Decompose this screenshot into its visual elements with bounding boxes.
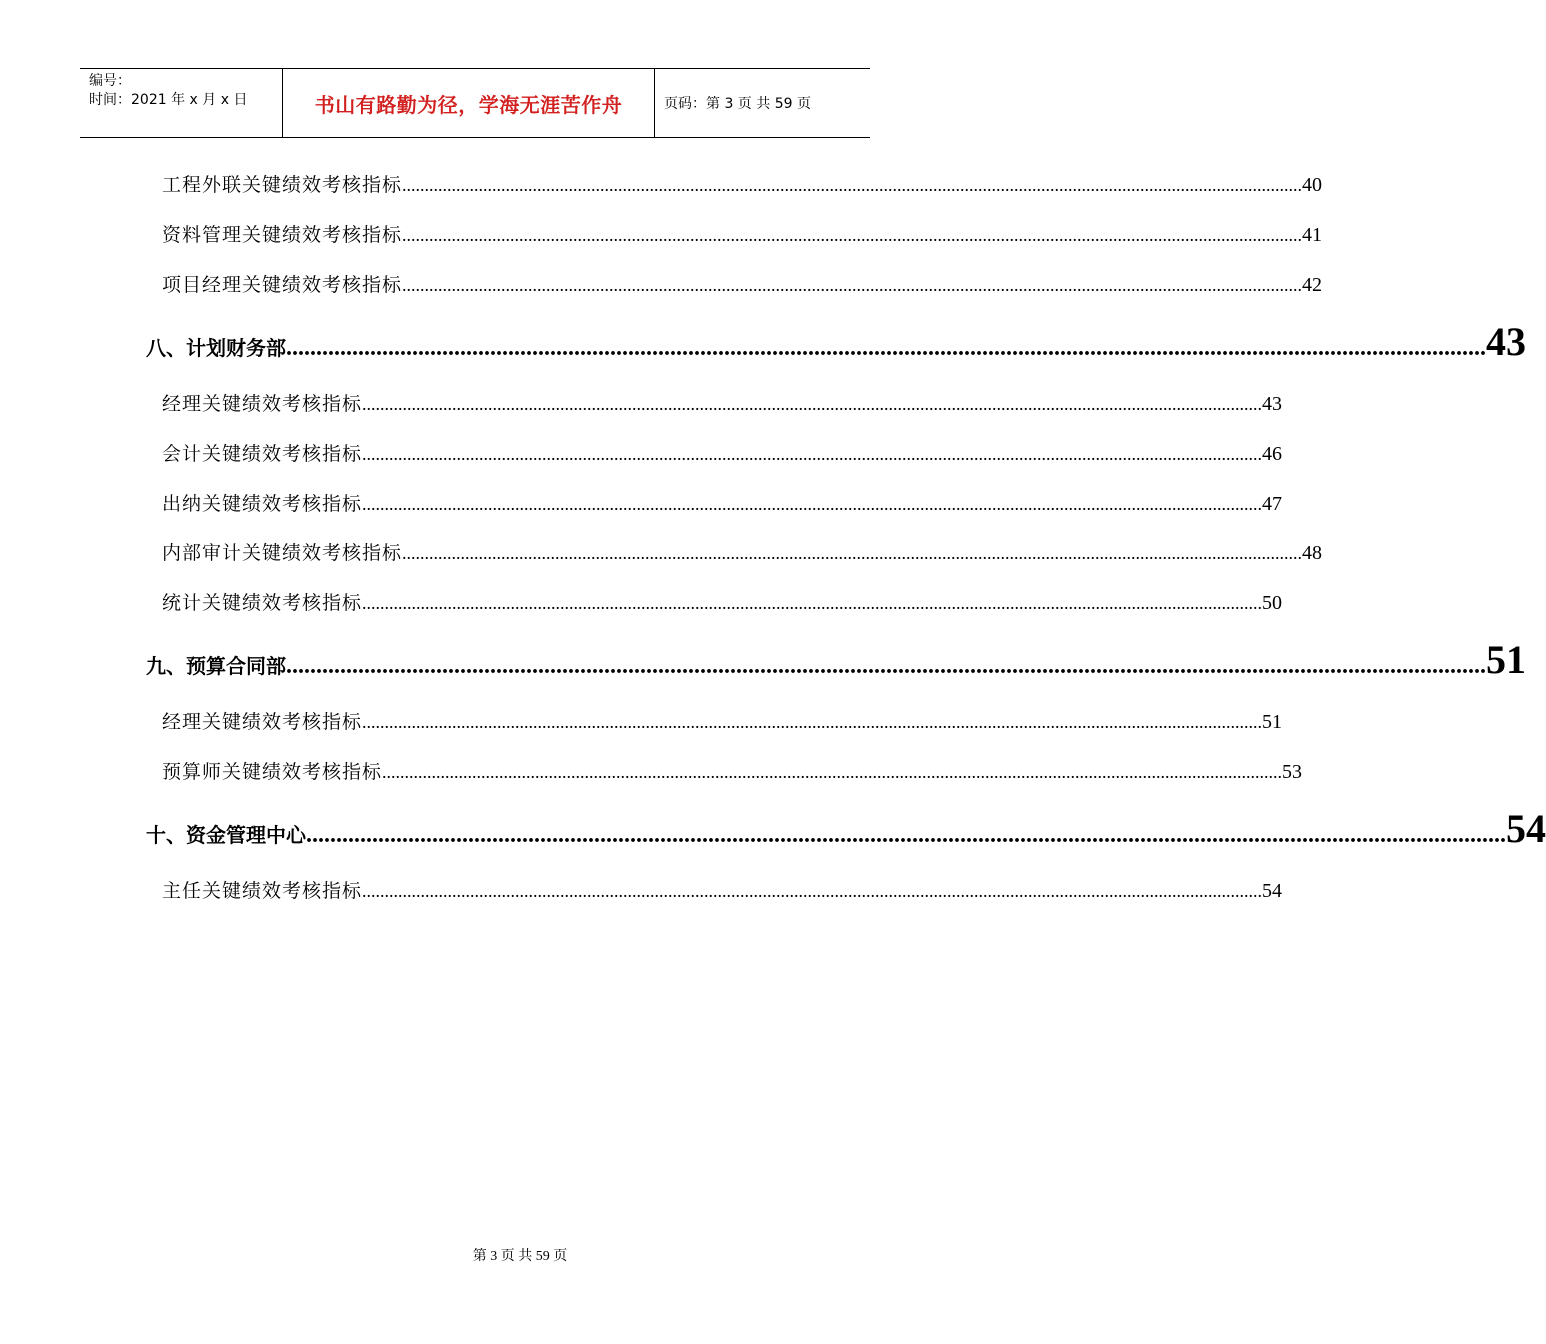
toc-entry-page: 41	[1302, 224, 1323, 246]
footer-page-number: 第 3 页 共 59 页	[472, 1249, 568, 1264]
toc-entry-page: 40	[1302, 174, 1323, 196]
toc-entry-title: 内部审计关键绩效考核指标	[162, 542, 403, 564]
toc-entry-page: 50	[1262, 592, 1283, 614]
toc-entry-title: 统计关键绩效考核指标	[162, 592, 363, 614]
toc-section-entry[interactable]	[146, 806, 1546, 851]
toc-section-title: 十、资金管理中心	[146, 823, 306, 847]
toc-entry-title: 项目经理关键绩效考核指标	[162, 274, 403, 296]
toc-leader-dots: ........................................................................................................................................................................................................	[362, 593, 1263, 613]
toc-entry-page: 46	[1262, 443, 1283, 465]
toc-section-page: 51	[1486, 637, 1526, 682]
header-motto-cell	[282, 69, 655, 137]
toc-section-page: 43	[1486, 319, 1526, 364]
toc-entry-title: 经理关键绩效考核指标	[162, 393, 363, 415]
toc-leader-dots: ........................................................................................................................................................................................................	[362, 494, 1263, 514]
toc-leader-dots: ........................................................................................................................................................................................................	[362, 881, 1263, 901]
header-page-cell	[655, 69, 870, 137]
toc-entry[interactable]	[162, 389, 1283, 416]
toc-entry[interactable]	[162, 439, 1283, 466]
toc-entry-title: 资料管理关键绩效考核指标	[162, 224, 403, 246]
document-code-label: 编号：	[89, 73, 131, 89]
page-footer	[0, 1245, 950, 1265]
toc-entry-title: 预算师关键绩效考核指标	[162, 761, 383, 783]
toc-entry-page: 51	[1262, 711, 1283, 733]
toc-entry-page: 53	[1282, 761, 1303, 783]
header-meta-cell	[80, 69, 282, 137]
toc-entry[interactable]	[162, 707, 1283, 734]
toc-leader-dots: ........................................................................................................................................................................................................	[402, 543, 1303, 563]
toc-entry[interactable]	[162, 220, 1323, 247]
toc-entry[interactable]	[162, 538, 1323, 565]
toc-entry-title: 主任关键绩效考核指标	[162, 880, 363, 902]
toc-section-title: 九、预算合同部	[146, 654, 286, 678]
toc-entry[interactable]	[162, 757, 1303, 784]
toc-section-page: 54	[1506, 806, 1546, 851]
toc-entry[interactable]	[162, 170, 1323, 197]
toc-entry-page: 54	[1262, 880, 1283, 902]
header-page-info: 页码：第 3 页 共 59 页	[664, 96, 811, 112]
page-header	[80, 68, 870, 138]
toc-leader-dots: ........................................................................................................................................................................................................	[306, 822, 1506, 848]
toc-leader-dots: ........................................................................................................................................................................................................	[362, 444, 1263, 464]
toc-entry-title: 出纳关键绩效考核指标	[162, 493, 363, 515]
toc-section-title: 八、计划财务部	[146, 336, 286, 360]
toc-section-entry[interactable]	[146, 319, 1526, 364]
toc-entry-page: 48	[1302, 542, 1323, 564]
toc-entry[interactable]	[162, 588, 1283, 615]
toc-entry[interactable]	[162, 270, 1323, 297]
toc-leader-dots: ........................................................................................................................................................................................................	[402, 275, 1303, 295]
toc-entry-title: 会计关键绩效考核指标	[162, 443, 363, 465]
toc-entry[interactable]	[162, 876, 1283, 903]
toc-entry-page: 42	[1302, 274, 1323, 296]
toc-entry-page: 43	[1262, 393, 1283, 415]
toc-entry-title: 经理关键绩效考核指标	[162, 711, 363, 733]
header-motto: 书山有路勤为径，学海无涯苦作舟	[314, 92, 623, 117]
toc-leader-dots: ........................................................................................................................................................................................................	[362, 394, 1263, 414]
toc-leader-dots: ........................................................................................................................................................................................................	[382, 762, 1283, 782]
toc-section-entry[interactable]	[146, 637, 1526, 682]
toc-leader-dots: ........................................................................................................................................................................................................	[402, 175, 1303, 195]
toc-leader-dots: ........................................................................................................................................................................................................	[402, 225, 1303, 245]
document-date-label: 时间：2021 年 x 月 x 日	[89, 92, 248, 108]
toc-entry[interactable]	[162, 489, 1283, 516]
toc-leader-dots: ........................................................................................................................................................................................................	[286, 335, 1486, 361]
toc-entry-title: 工程外联关键绩效考核指标	[162, 174, 403, 196]
toc-entry-page: 47	[1262, 493, 1283, 515]
toc-leader-dots: ........................................................................................................................................................................................................	[286, 653, 1486, 679]
toc-leader-dots: ........................................................................................................................................................................................................	[362, 712, 1263, 732]
